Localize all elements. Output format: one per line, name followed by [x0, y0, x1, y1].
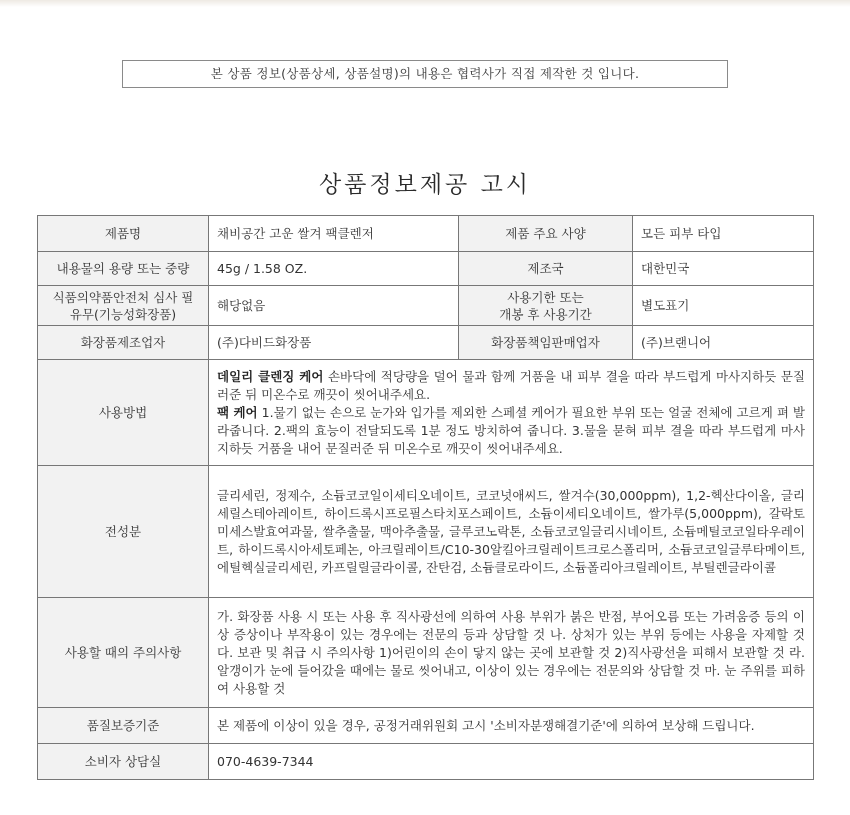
table-row	[38, 598, 814, 708]
ingredients-value: 글리세린, 정제수, 소듐코코일이세티오네이트, 코코넛애씨드, 쌀겨수(30,000ppm), 1,2-헥산다이올, 글리세릴스테아레이트, 하이드록시프로필스타치포스페이트, 소듐이세티오네이트, 쌀가루(5,000ppm), 갈락토미세스발효여과물, 쌀추출물, 맥아추출물, 글루코노락톤, 소듐코코일글리시네이트, 소듐메틸코코일타우레이트, 하이드록시아세토페논, 아크릴레이트/C10-30알킬아크릴레이트크로스폴리머, 소듐코코일글루타메이트, 에틸헥실글리세린, 카프릴릴글라이콜, 잔탄검, 소듐클로라이드, 소듐폴리아크릴레이트, 부틸렌글라이콜	[209, 466, 814, 598]
caution-label: 사용할 때의 주의사항	[38, 598, 209, 708]
manufacturer-label: 화장품제조업자	[38, 326, 209, 360]
usage-pack-text: 1.물기 없는 손으로 눈가와 입가를 제외한 스페셜 케어가 필요한 부위 또는 얼굴 전체에 고르게 펴 발라줍니다. 2.팩의 효능이 전달되도록 1분 정도 방치하여 줍니다. 3.물을 묻혀 피부 결을 따라 부드럽게 마사지하듯 거품을 내어 문질러준 뒤 미온수로 깨끗이 씻어내주세요.	[217, 404, 805, 456]
usage-label: 사용방법	[38, 360, 209, 466]
product-name-value: 채비공간 고운 쌀겨 팩클렌저	[209, 216, 459, 252]
caution-value: 가. 화장품 사용 시 또는 사용 후 직사광선에 의하여 사용 부위가 붉은 반점, 부어오름 또는 가려움증 등의 이상 증상이나 부작용이 있는 경우에는 전문의 등과 상담할 것 나. 상처가 있는 부위 등에는 사용을 자제할 것 다. 보관 및 취급 시 주의사항 1)어린이의 손이 닿지 않는 곳에 보관할 것 2)직사광선을 피해서 보관할 것 라. 알갱이가 눈에 들어갔을 때에는 물로 씻어내고, 이상이 있는 경우에는 전문의와 상담할 것 마. 눈 주위를 피하여 사용할 것	[209, 598, 814, 708]
table-row	[38, 708, 814, 744]
cs-value: 070-4639-7344	[209, 744, 814, 780]
usage-daily-title: 데일리 클렌징 케어	[217, 368, 324, 384]
table-row	[38, 744, 814, 780]
page-title: 상품정보제공 고시	[318, 172, 532, 198]
table-row	[38, 252, 814, 286]
product-info-table	[37, 215, 814, 780]
seller-label: 화장품책임판매업자	[459, 326, 633, 360]
partner-notice-box: 본 상품 정보(상품상세, 상품설명)의 내용은 협력사가 직접 제작한 것 입니다.	[122, 60, 728, 88]
ingredients-label: 전성분	[38, 466, 209, 598]
expiry-value: 별도표기	[633, 286, 814, 326]
table-row	[38, 360, 814, 466]
table-row	[38, 466, 814, 598]
volume-value: 45g / 1.58 OZ.	[209, 252, 459, 286]
usage-pack-title: 팩 케어	[217, 404, 258, 420]
cs-label: 소비자 상담실	[38, 744, 209, 780]
product-name-label: 제품명	[38, 216, 209, 252]
expiry-label	[459, 286, 633, 326]
expiry-label-line1: 사용기한 또는	[507, 289, 584, 305]
manufacturer-value: (주)다비드화장품	[209, 326, 459, 360]
mfds-value: 해당없음	[209, 286, 459, 326]
origin-value: 대한민국	[633, 252, 814, 286]
origin-label: 제조국	[459, 252, 633, 286]
warranty-label: 품질보증기준	[38, 708, 209, 744]
table-row	[38, 216, 814, 252]
table-row	[38, 286, 814, 326]
seller-value: (주)브랜니어	[633, 326, 814, 360]
main-spec-value: 모든 피부 타입	[633, 216, 814, 252]
usage-daily-text: 손바닥에 적당량을 덜어 물과 함께 거품을 내 피부 결을 따라 부드럽게 마사지하듯 문질러준 뒤 미온수로 깨끗이 씻어내주세요.	[217, 368, 806, 402]
main-spec-label: 제품 주요 사양	[459, 216, 633, 252]
mfds-label: 식품의약품안전처 심사 필 유무(기능성화장품)	[38, 286, 209, 326]
volume-label: 내용물의 용량 또는 중량	[38, 252, 209, 286]
expiry-label-line2: 개봉 후 사용기간	[499, 306, 592, 322]
top-decor-strip	[0, 0, 850, 7]
usage-value	[209, 360, 814, 466]
warranty-value: 본 제품에 이상이 있을 경우, 공정거래위원회 고시 '소비자분쟁해결기준'에 의하여 보상해 드립니다.	[209, 708, 814, 744]
table-row	[38, 326, 814, 360]
